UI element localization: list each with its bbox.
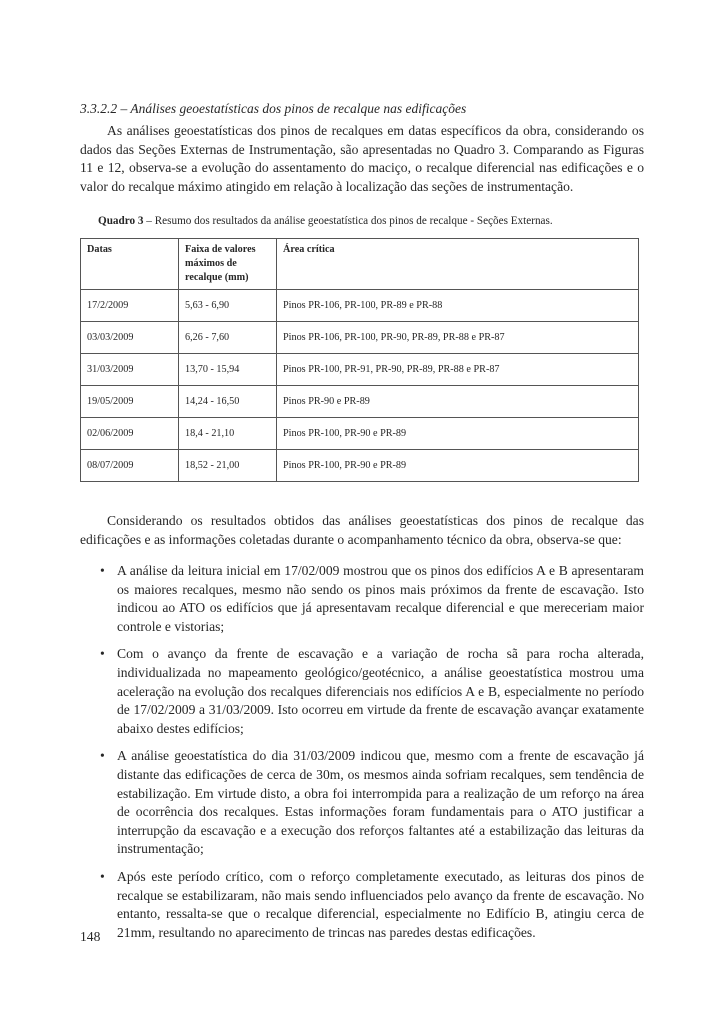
bullet-icon: • xyxy=(100,646,105,662)
list-item xyxy=(100,747,644,859)
header-faixa-valores: Faixa de valores máximos de recalque (mm) xyxy=(179,239,277,290)
cell-date: 19/05/2009 xyxy=(81,386,179,418)
cell-critical-area: Pinos PR-100, PR-91, PR-90, PR-89, PR-88 e PR-87 xyxy=(277,354,639,386)
table-header-row xyxy=(81,239,639,290)
cell-critical-area: Pinos PR-106, PR-100, PR-90, PR-89, PR-88 e PR-87 xyxy=(277,322,639,354)
cell-range: 13,70 - 15,94 xyxy=(179,354,277,386)
list-item xyxy=(100,868,644,942)
intro-paragraph: As análises geoestatísticas dos pinos de recalques em datas específicos da obra, considerando os dados das Seções Externas de Instrumentação, são apresentadas no Quadro 3. Comparando as Figuras 11 e 12, observa-se a evolução do assentamento do maciço, o recalque diferencial nas edificações e o valor do recalque máximo atingido em relação à localização das seções de instrumentação. xyxy=(80,123,644,194)
results-table xyxy=(80,238,639,482)
cell-date: 31/03/2009 xyxy=(81,354,179,386)
cell-range: 18,4 - 21,10 xyxy=(179,418,277,450)
table-row xyxy=(81,322,639,354)
list-item xyxy=(100,645,644,738)
table-caption-label: Quadro 3 xyxy=(98,215,144,227)
bullet-icon: • xyxy=(100,868,105,884)
findings-intro-paragraph: Considerando os resultados obtidos das análises geoestatísticas dos pinos de recalque das edificações e as informações coletadas durante o acompanhamento técnico da obra, observa-se que: xyxy=(80,513,644,547)
list-item-text: Após este período crítico, com o reforço completamente executado, as leituras dos pinos de recalque se estabilizaram, não mais sendo influenciados pelo avanço da frente de escavação. No entanto, ressalta-se que o recalque diferencial, especialmente no Edifício B, atingiu cerca de 21mm, resultando no aparecimento de trincas nas paredes destas edificações. xyxy=(117,868,644,940)
header-area-critica: Área crítica xyxy=(277,239,639,290)
cell-range: 6,26 - 7,60 xyxy=(179,322,277,354)
bullet-icon: • xyxy=(100,563,105,578)
table-caption-text: – Resumo dos resultados da análise geoestatística dos pinos de recalque - Seções Externas. xyxy=(143,215,553,227)
cell-critical-area: Pinos PR-100, PR-90 e PR-89 xyxy=(277,450,639,482)
cell-range: 18,52 - 21,00 xyxy=(179,450,277,482)
cell-date: 03/03/2009 xyxy=(81,322,179,354)
cell-range: 14,24 - 16,50 xyxy=(179,386,277,418)
cell-date: 02/06/2009 xyxy=(81,418,179,450)
cell-date: 08/07/2009 xyxy=(81,450,179,482)
list-item-text: Com o avanço da frente de escavação e a variação de rocha sã para rocha alterada, individualizada no mapeamento geológico/geotécnico, a análise geoestatística mostrou uma aceleração na evolução dos recalques diferenciais nos edifícios A e B, especialmente no período de 17/02/2009 a 31/03/2009. Isto ocorreu em virtude da frente de escavação avançar exatamente abaixo destes edifícios; xyxy=(117,646,644,736)
cell-critical-area: Pinos PR-90 e PR-89 xyxy=(277,386,639,418)
list-item-text: A análise geoestatística do dia 31/03/2009 indicou que, mesmo com a frente de escavação já distante das edificações de cerca de 30m, os mesmos ainda sofriam recalques, sem tendência de estabilização. Em virtude disto, a obra foi interrompida para a realização de um reforço na área de ocorrência dos recalques. Estas informações foram fundamentais para o ATO justificar a interrupção da escavação e a execução dos reforços faltantes até a estabilização das leituras da instrumentação; xyxy=(117,748,644,857)
header-datas: Datas xyxy=(81,239,179,290)
list-item-text: A análise da leitura inicial em 17/02/009 mostrou que os pinos dos edifícios A e B apresentaram os maiores recalques, mesmo não sendo os pinos mais próximos da frente de escavação. Isto indicou ao ATO os edifícios que já apresentavam recalque diferencial e que mereceriam maior controle e vistorias; xyxy=(117,563,644,634)
section-heading: 3.3.2.2 – Análises geoestatísticas dos pinos de recalque nas edificações xyxy=(80,101,467,116)
table-row xyxy=(81,354,639,386)
table-row xyxy=(81,450,639,482)
table-row xyxy=(81,418,639,450)
cell-critical-area: Pinos PR-100, PR-90 e PR-89 xyxy=(277,418,639,450)
cell-range: 5,63 - 6,90 xyxy=(179,290,277,322)
table-row xyxy=(81,290,639,322)
table-row xyxy=(81,386,639,418)
list-item xyxy=(100,562,644,636)
table-caption xyxy=(98,214,638,229)
page-number: 148 xyxy=(80,929,101,944)
findings-list xyxy=(100,562,644,951)
bullet-icon: • xyxy=(100,748,105,764)
cell-critical-area: Pinos PR-106, PR-100, PR-89 e PR-88 xyxy=(277,290,639,322)
cell-date: 17/2/2009 xyxy=(81,290,179,322)
